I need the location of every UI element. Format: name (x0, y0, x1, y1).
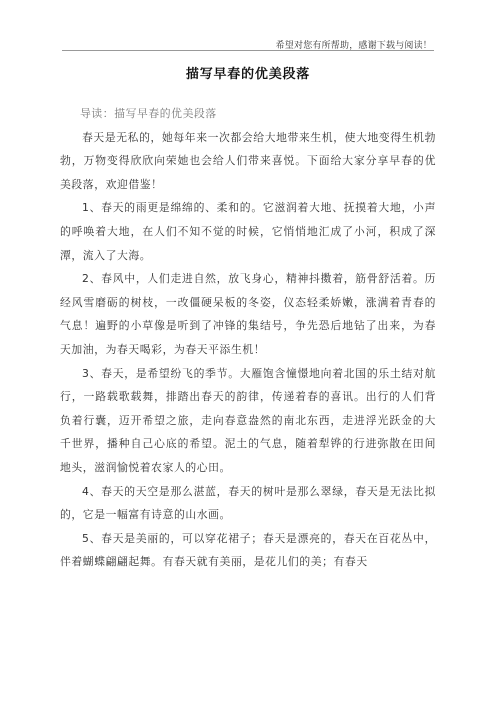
document-title: 描写早春的优美段落 (185, 67, 311, 82)
paragraph-1: 1、春天的雨更是绵绵的、柔和的。它滋润着大地、抚摸着大地，小声的呼唤着大地，在人们不知不觉的时候，它悄悄地汇成了小河，积成了深潭，流入了大海。 (60, 201, 436, 262)
header-divider (62, 50, 434, 51)
paragraph-intro: 春天是无私的，她每年来一次都会给大地带来生机，使大地变得生机勃勃，万物变得欣欣向荣她也会给人们带来喜悦。下面给大家分享早春的优美段落，欢迎借鉴！ (60, 130, 436, 191)
paragraph-5: 5、春天是美丽的，可以穿花裙子；春天是漂亮的，春天在百花丛中，伴着蝴蝶翩翩起舞。有春天就有美丽，是花儿们的美；有春天 (60, 531, 436, 569)
document-body (60, 102, 436, 574)
paragraph-3: 3、春天，是希望纷飞的季节。大雁饱含憧憬地向着北国的乐土结对航行，一路载歌载舞，排踏出春天的韵律，传递着春的喜讯。出行的人们背负着行囊，迈开希望之旅，走向春意盎然的南北东西，走进浮光跃金的大千世界，播种自己心底的希望。泥土的气息，随着犁铧的行进弥散在田间地头，滋润愉悦着农家人的心田。 (60, 366, 436, 474)
paragraph-2: 2、春风中，人们走进自然，放飞身心，精神抖擞着，筋骨舒活着。历经风雪磨砺的树枝，一改僵硬呆板的冬姿，仪态轻柔娇嫩，涨满着青春的气息！遍野的小草像是听到了冲锋的集结号，争先恐后地钻了出来，为春天加油，为春天喝彩，为春天平添生机！ (60, 272, 436, 356)
header-note: 希望对您有所帮助，感谢下载与阅读！ (275, 41, 432, 51)
paragraph-4: 4、春天的天空是那么湛蓝，春天的树叶是那么翠绿，春天是无法比拟的，它是一幅富有诗意的山水画。 (60, 484, 436, 522)
guide-line: 导读：描写早春的优美段落 (80, 107, 217, 120)
